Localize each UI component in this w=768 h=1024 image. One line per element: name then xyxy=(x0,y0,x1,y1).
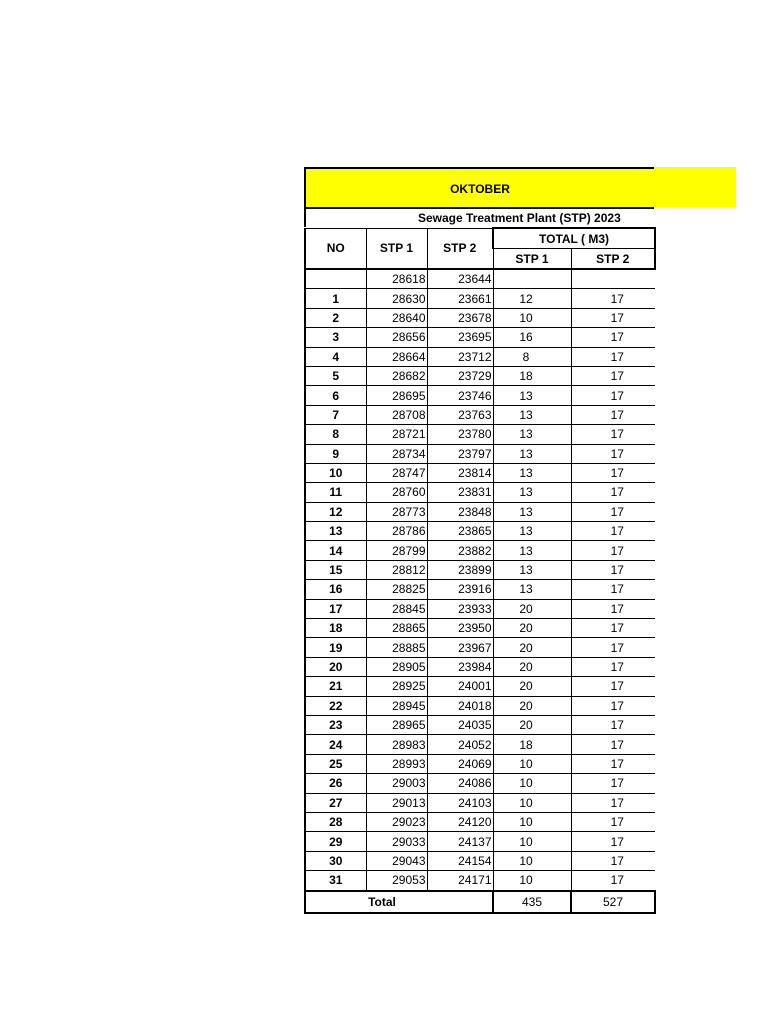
cell-total-stp1: 18 xyxy=(493,735,571,754)
table-row xyxy=(305,444,655,463)
cell-total-stp2: 17 xyxy=(571,425,655,444)
cell-no: 3 xyxy=(305,328,366,347)
table-row xyxy=(305,289,655,308)
cell-stp2: 24086 xyxy=(427,774,493,793)
cell-stp2: 23746 xyxy=(427,386,493,405)
table-row xyxy=(305,599,655,618)
cell-no: 15 xyxy=(305,560,366,579)
cell-total-stp2: 17 xyxy=(571,871,655,891)
cell-no: 18 xyxy=(305,619,366,638)
cell-stp1: 28845 xyxy=(366,599,427,618)
cell-total-stp1: 13 xyxy=(493,425,571,444)
cell-stp1: 28630 xyxy=(366,289,427,308)
table-row xyxy=(305,308,655,327)
cell-total-stp2: 17 xyxy=(571,638,655,657)
cell-total-stp1: 20 xyxy=(493,657,571,676)
cell-stp1: 28695 xyxy=(366,386,427,405)
cell-total-stp1: 10 xyxy=(493,754,571,773)
table-row xyxy=(305,522,655,541)
cell-stp2: 23712 xyxy=(427,347,493,366)
cell-total-stp1: 8 xyxy=(493,347,571,366)
table-row xyxy=(305,502,655,521)
cell-stp1: 29053 xyxy=(366,871,427,891)
table-row xyxy=(305,774,655,793)
table-row xyxy=(305,347,655,366)
cell-stp1: 28825 xyxy=(366,580,427,599)
column-header-stp1: STP 1 xyxy=(366,228,427,269)
cell-total-stp2: 17 xyxy=(571,677,655,696)
cell-no: 25 xyxy=(305,754,366,773)
cell-total-stp1: 13 xyxy=(493,580,571,599)
cell-stp1: 28618 xyxy=(366,269,427,289)
cell-stp1: 28760 xyxy=(366,483,427,502)
cell-stp1: 28983 xyxy=(366,735,427,754)
cell-stp1: 29033 xyxy=(366,832,427,851)
cell-total-stp2: 17 xyxy=(571,774,655,793)
cell-no: 10 xyxy=(305,463,366,482)
cell-no: 7 xyxy=(305,405,366,424)
cell-stp1: 28885 xyxy=(366,638,427,657)
total-row xyxy=(305,891,655,913)
cell-stp2: 23848 xyxy=(427,502,493,521)
cell-no: 31 xyxy=(305,871,366,891)
table-row xyxy=(305,560,655,579)
cell-no: 21 xyxy=(305,677,366,696)
table-row xyxy=(305,715,655,734)
cell-stp2: 24137 xyxy=(427,832,493,851)
column-header-total: TOTAL ( M3) xyxy=(493,228,655,249)
table-row xyxy=(305,405,655,424)
table-row xyxy=(305,463,655,482)
table-row xyxy=(305,696,655,715)
cell-total-stp1: 20 xyxy=(493,619,571,638)
cell-stp2: 24052 xyxy=(427,735,493,754)
cell-stp1: 29043 xyxy=(366,851,427,870)
cell-total-stp2: 17 xyxy=(571,444,655,463)
table-row xyxy=(305,483,655,502)
cell-total-stp2: 17 xyxy=(571,328,655,347)
cell-stp1: 28721 xyxy=(366,425,427,444)
month-title: OKTOBER xyxy=(304,167,654,207)
cell-stp2: 23865 xyxy=(427,522,493,541)
table-row xyxy=(305,812,655,831)
cell-total-stp1: 20 xyxy=(493,638,571,657)
total-stp1: 435 xyxy=(493,891,571,913)
cell-stp2: 23661 xyxy=(427,289,493,308)
cell-stp2: 23899 xyxy=(427,560,493,579)
cell-total-stp2: 17 xyxy=(571,657,655,676)
cell-total-stp1: 20 xyxy=(493,599,571,618)
table-body xyxy=(305,269,655,891)
cell-no: 12 xyxy=(305,502,366,521)
cell-no: 8 xyxy=(305,425,366,444)
cell-total-stp2: 17 xyxy=(571,832,655,851)
cell-no: 9 xyxy=(305,444,366,463)
table-row xyxy=(305,735,655,754)
cell-total-stp1: 10 xyxy=(493,793,571,812)
column-header-no: NO xyxy=(305,228,366,269)
cell-stp1: 28905 xyxy=(366,657,427,676)
cell-total-stp1: 10 xyxy=(493,851,571,870)
cell-stp2: 24171 xyxy=(427,871,493,891)
cell-total-stp2: 17 xyxy=(571,386,655,405)
cell-total-stp1: 13 xyxy=(493,560,571,579)
cell-total-stp2: 17 xyxy=(571,308,655,327)
cell-total-stp1: 13 xyxy=(493,386,571,405)
cell-no: 19 xyxy=(305,638,366,657)
cell-total-stp1: 12 xyxy=(493,289,571,308)
cell-stp2: 23678 xyxy=(427,308,493,327)
cell-total-stp1: 10 xyxy=(493,832,571,851)
initial-reading-row xyxy=(305,269,655,289)
cell-no: 23 xyxy=(305,715,366,734)
column-header-total-stp2: STP 2 xyxy=(571,249,655,270)
cell-total-stp1: 13 xyxy=(493,541,571,560)
cell-total-stp2: 17 xyxy=(571,289,655,308)
stp-meter-table xyxy=(304,227,656,914)
cell-total-stp2: 17 xyxy=(571,754,655,773)
table-row xyxy=(305,580,655,599)
cell-total-stp1 xyxy=(493,269,571,289)
cell-stp2: 24120 xyxy=(427,812,493,831)
cell-no: 29 xyxy=(305,832,366,851)
cell-total-stp2: 17 xyxy=(571,619,655,638)
cell-stp2: 23780 xyxy=(427,425,493,444)
cell-stp2: 23644 xyxy=(427,269,493,289)
cell-total-stp1: 10 xyxy=(493,308,571,327)
cell-total-stp1: 10 xyxy=(493,774,571,793)
cell-total-stp1: 18 xyxy=(493,366,571,385)
cell-total-stp1: 13 xyxy=(493,483,571,502)
cell-stp1: 28786 xyxy=(366,522,427,541)
cell-stp2: 23984 xyxy=(427,657,493,676)
cell-total-stp2: 17 xyxy=(571,715,655,734)
cell-total-stp1: 13 xyxy=(493,502,571,521)
cell-no xyxy=(305,269,366,289)
cell-stp1: 28708 xyxy=(366,405,427,424)
cell-stp2: 23729 xyxy=(427,366,493,385)
cell-stp2: 23763 xyxy=(427,405,493,424)
cell-stp2: 23916 xyxy=(427,580,493,599)
cell-total-stp2: 17 xyxy=(571,463,655,482)
table-row xyxy=(305,638,655,657)
cell-no: 17 xyxy=(305,599,366,618)
cell-total-stp2: 17 xyxy=(571,599,655,618)
table-row xyxy=(305,386,655,405)
cell-stp1: 29023 xyxy=(366,812,427,831)
cell-stp1: 28865 xyxy=(366,619,427,638)
cell-total-stp1: 20 xyxy=(493,696,571,715)
table-row xyxy=(305,793,655,812)
table-row xyxy=(305,832,655,851)
cell-total-stp2: 17 xyxy=(571,696,655,715)
cell-total-stp1: 13 xyxy=(493,405,571,424)
cell-no: 26 xyxy=(305,774,366,793)
cell-total-stp1: 20 xyxy=(493,715,571,734)
cell-stp2: 24018 xyxy=(427,696,493,715)
cell-stp2: 24035 xyxy=(427,715,493,734)
cell-total-stp2: 17 xyxy=(571,405,655,424)
cell-stp2: 23814 xyxy=(427,463,493,482)
cell-no: 28 xyxy=(305,812,366,831)
cell-total-stp2: 17 xyxy=(571,502,655,521)
table-row xyxy=(305,619,655,638)
cell-no: 6 xyxy=(305,386,366,405)
cell-stp1: 28812 xyxy=(366,560,427,579)
cell-stp1: 28945 xyxy=(366,696,427,715)
cell-stp1: 28993 xyxy=(366,754,427,773)
cell-no: 13 xyxy=(305,522,366,541)
cell-no: 30 xyxy=(305,851,366,870)
cell-total-stp2: 17 xyxy=(571,812,655,831)
cell-no: 11 xyxy=(305,483,366,502)
cell-stp1: 28664 xyxy=(366,347,427,366)
cell-no: 4 xyxy=(305,347,366,366)
cell-total-stp2: 17 xyxy=(571,366,655,385)
cell-stp1: 28734 xyxy=(366,444,427,463)
cell-no: 27 xyxy=(305,793,366,812)
cell-total-stp1: 10 xyxy=(493,871,571,891)
cell-no: 2 xyxy=(305,308,366,327)
cell-stp2: 23950 xyxy=(427,619,493,638)
report-subtitle: Sewage Treatment Plant (STP) 2023 xyxy=(304,207,654,227)
cell-total-stp1: 13 xyxy=(493,463,571,482)
table-row xyxy=(305,366,655,385)
cell-no: 20 xyxy=(305,657,366,676)
cell-stp1: 28965 xyxy=(366,715,427,734)
cell-total-stp2: 17 xyxy=(571,580,655,599)
cell-stp2: 23831 xyxy=(427,483,493,502)
cell-stp2: 23797 xyxy=(427,444,493,463)
cell-stp2: 23967 xyxy=(427,638,493,657)
cell-total-stp2: 17 xyxy=(571,793,655,812)
cell-stp1: 28640 xyxy=(366,308,427,327)
cell-total-stp2: 17 xyxy=(571,347,655,366)
cell-total-stp2: 17 xyxy=(571,483,655,502)
column-header-stp2: STP 2 xyxy=(427,228,493,269)
table-row xyxy=(305,851,655,870)
cell-no: 22 xyxy=(305,696,366,715)
table-row xyxy=(305,677,655,696)
cell-stp2: 23933 xyxy=(427,599,493,618)
cell-total-stp1: 13 xyxy=(493,444,571,463)
cell-stp2: 24103 xyxy=(427,793,493,812)
table-row xyxy=(305,541,655,560)
cell-no: 16 xyxy=(305,580,366,599)
table-row xyxy=(305,657,655,676)
table-row xyxy=(305,425,655,444)
column-header-total-stp1: STP 1 xyxy=(493,249,571,270)
cell-total-stp2 xyxy=(571,269,655,289)
table-row xyxy=(305,754,655,773)
cell-no: 1 xyxy=(305,289,366,308)
cell-stp1: 29003 xyxy=(366,774,427,793)
cell-stp1: 29013 xyxy=(366,793,427,812)
cell-total-stp2: 17 xyxy=(571,541,655,560)
cell-stp1: 28799 xyxy=(366,541,427,560)
cell-stp2: 24001 xyxy=(427,677,493,696)
cell-stp1: 28656 xyxy=(366,328,427,347)
cell-stp2: 23882 xyxy=(427,541,493,560)
cell-stp1: 28747 xyxy=(366,463,427,482)
cell-total-stp1: 10 xyxy=(493,812,571,831)
cell-stp1: 28682 xyxy=(366,366,427,385)
cell-total-stp1: 20 xyxy=(493,677,571,696)
cell-stp1: 28773 xyxy=(366,502,427,521)
cell-stp1: 28925 xyxy=(366,677,427,696)
table-row xyxy=(305,328,655,347)
cell-stp2: 23695 xyxy=(427,328,493,347)
total-label: Total xyxy=(305,891,493,913)
cell-no: 5 xyxy=(305,366,366,385)
cell-total-stp2: 17 xyxy=(571,560,655,579)
cell-stp2: 24069 xyxy=(427,754,493,773)
total-stp2: 527 xyxy=(571,891,655,913)
cell-total-stp2: 17 xyxy=(571,735,655,754)
cell-no: 24 xyxy=(305,735,366,754)
cell-total-stp1: 16 xyxy=(493,328,571,347)
cell-no: 14 xyxy=(305,541,366,560)
cell-stp2: 24154 xyxy=(427,851,493,870)
cell-total-stp2: 17 xyxy=(571,522,655,541)
cell-total-stp2: 17 xyxy=(571,851,655,870)
cell-total-stp1: 13 xyxy=(493,522,571,541)
table-row xyxy=(305,871,655,891)
